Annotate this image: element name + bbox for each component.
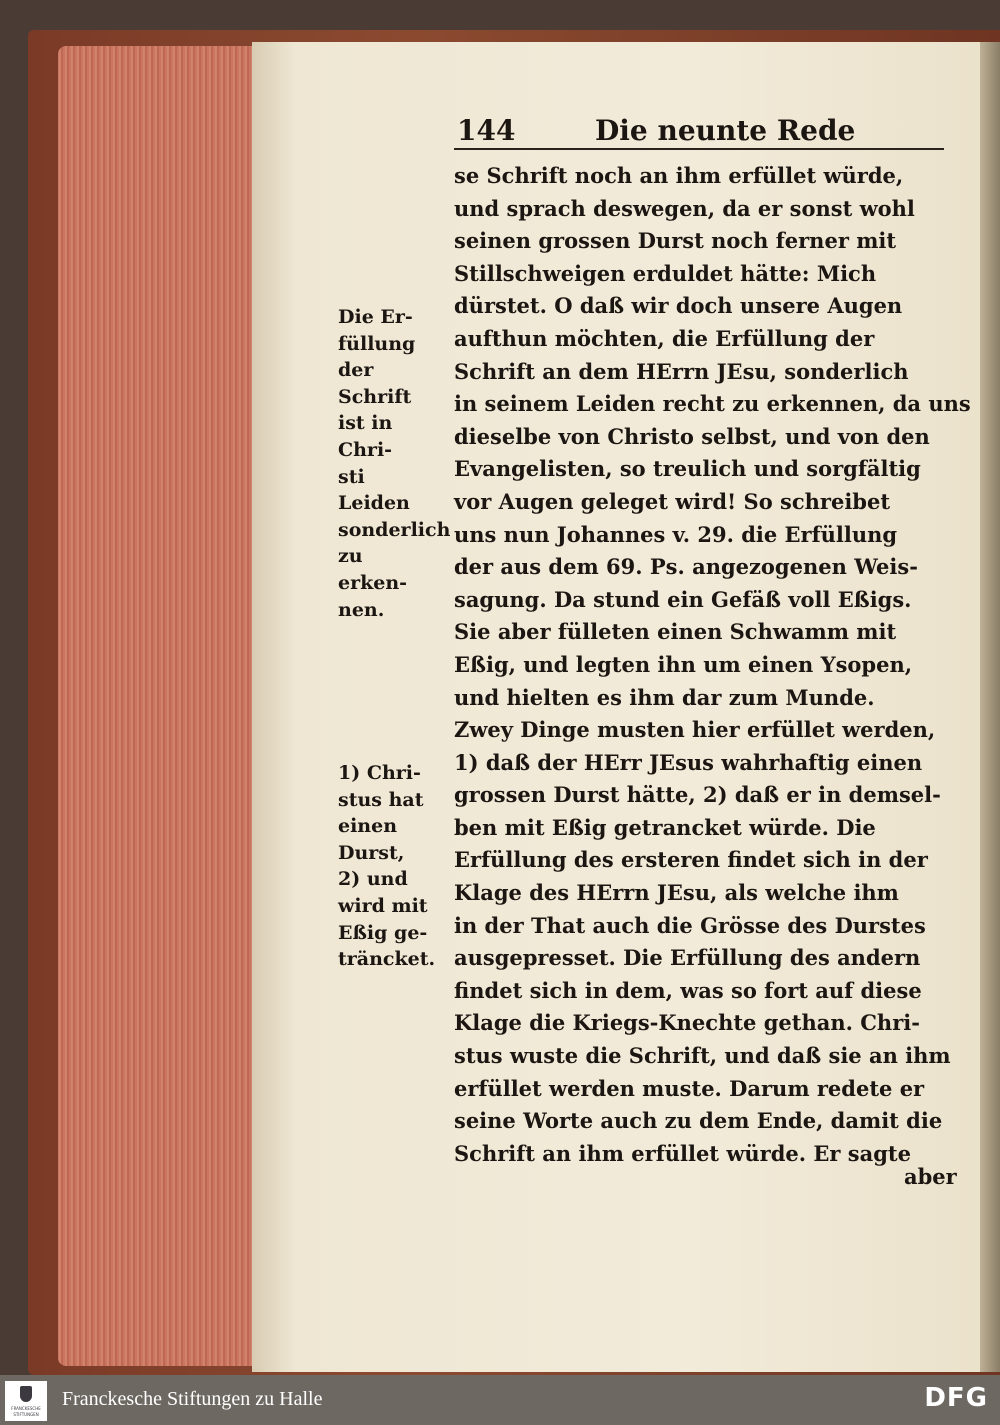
text-line: dieselbe von Christo selbst, und von den [454,423,930,449]
running-title: Die neunte Rede [595,114,856,147]
text-line: vor Augen geleget wird! So schreibet [454,488,891,514]
marginal-line: zu erken- [338,545,408,594]
logo-text: FRANCKESCHE [11,1406,41,1411]
catchword: aber [904,1164,957,1189]
marginal-line: der [338,359,374,382]
text-line: stus wuste die Schrift, und daß sie an ihm [454,1043,951,1069]
text-line: Zwey Dinge musten hier erfüllet werden, [454,717,936,743]
marginal-note-1 [338,304,451,623]
marginal-line: Die Er- [338,306,413,328]
marginal-line: Durst, [338,841,405,864]
marginal-line: füllung [338,332,416,355]
marginal-line: stus hat [338,788,424,811]
text-line: seinen grossen Durst noch ferner mit [454,228,897,254]
text-line: Klage die Kriegs-Knechte gethan. Chri- [454,1010,920,1036]
text-line: 1) daß der HErr JEsus wahrhaftig einen [454,749,923,775]
marginal-line: sti Leiden [338,465,410,515]
text-line: Klage des HErrn JEsu, als welche ihm [454,880,899,906]
francke-logo-icon[interactable] [5,1381,47,1421]
marginal-note-2 [338,760,438,973]
text-line: der aus dem 69. Ps. angezogenen Weis- [454,554,918,580]
text-line: Evangelisten, so treulich und sorgfältig [454,456,921,482]
text-line: se Schrift noch an ihm erfüllet würde, [454,163,904,188]
viewer-footer [0,1375,1000,1425]
logo-text: STIFTUNGEN [13,1412,39,1417]
crest-icon [20,1386,32,1402]
header-rule [454,148,944,150]
dfg-logo[interactable]: DFG [924,1383,988,1413]
marginal-line: nen. [338,598,385,621]
text-line: Erfüllung des ersteren findet sich in der [454,847,928,873]
marginal-line: Eßig ge- [338,921,428,944]
marginal-line: träncket. [338,948,436,971]
page-number: 144 [457,114,516,147]
marginal-line: ist in Chri- [338,412,393,461]
text-line: Eßig, und legten ihn um einen Ysopen, [454,651,913,677]
marginal-line: einen [338,815,398,838]
marginal-line: Schrift [338,385,412,408]
text-line: Stillschweigen erduldet hätte: Mich [454,260,877,286]
institution-link[interactable]: Franckesche Stiftungen zu Halle [62,1388,323,1410]
text-line: Sie aber fülleten einen Schwamm mit [454,619,897,645]
page-edges [58,46,258,1366]
text-line: dürstet. O daß wir doch unsere Augen [454,293,903,319]
text-line: Schrift an ihm erfüllet würde. Er sagte [454,1140,911,1166]
text-line: und sprach deswegen, da er sonst wohl [454,195,915,221]
text-line: sagung. Da stund ein Gefäß voll Eßigs. [454,586,912,612]
marginal-line: 1) Chri- [338,762,421,784]
text-line: erfüllet werden muste. Darum redete er [454,1075,925,1101]
marginal-line: wird mit [338,894,428,917]
text-line: uns nun Johannes v. 29. die Erfüllung [454,521,898,547]
marginal-line: 2) und [338,868,408,891]
text-line: ausgepresset. Die Erfüllung des andern [454,945,921,971]
text-line: seine Worte auch zu dem Ende, damit die [454,1108,943,1134]
text-line: grossen Durst hätte, 2) daß er in demsel- [454,782,941,808]
text-line: und hielten es ihm dar zum Munde. [454,684,875,710]
book-page [252,42,980,1372]
text-line: in seinem Leiden recht zu erkennen, da uns [454,391,971,417]
text-line: ben mit Eßig getrancket würde. Die [454,814,876,840]
text-line: findet sich in dem, was so fort auf diese [454,977,922,1003]
text-line: aufthun möchten, die Erfüllung der [454,325,875,351]
marginal-line: sonderlich [338,518,451,541]
body-text [454,160,971,1170]
text-line: Schrift an dem HErrn JEsu, sonderlich [454,358,909,384]
text-line: in der That auch die Grösse des Durstes [454,912,926,938]
